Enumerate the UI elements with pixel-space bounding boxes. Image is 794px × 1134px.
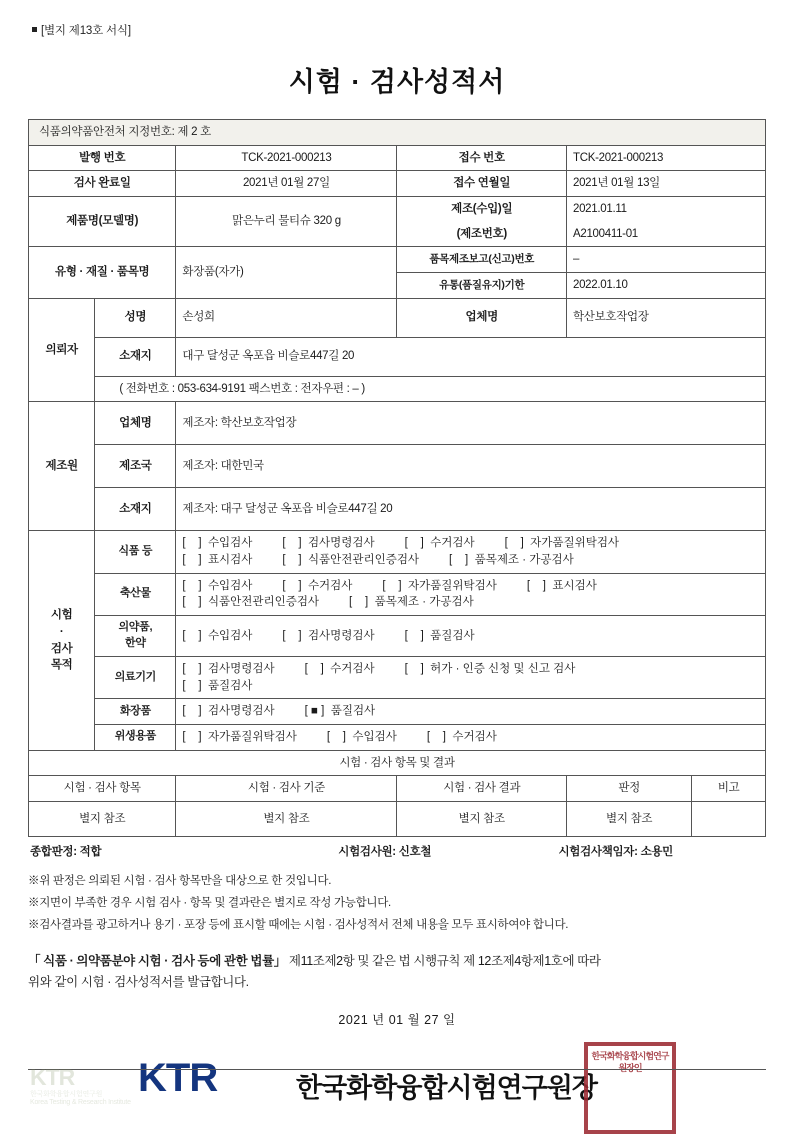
purpose-checkbox-option[interactable]: [ ] 허가 · 인증 신청 및 신고 검사 (404, 662, 576, 675)
results-cell-standard: 별지 참조 (176, 801, 397, 836)
manufacturer-company-label: 업체명 (95, 402, 176, 445)
legal-statement (28, 951, 766, 995)
purpose-options-hygiene (176, 724, 766, 750)
results-cell-judgement: 별지 참조 (566, 801, 691, 836)
table-row (29, 724, 766, 750)
ktr-watermark (30, 1064, 131, 1109)
purpose-section-label-text: 시험 · 검사 목적 (50, 609, 73, 672)
client-section-label: 의뢰자 (29, 298, 95, 402)
inspector-value: 신호철 (398, 845, 432, 858)
expiry-value: 2022.01.10 (566, 273, 765, 299)
form-number-text: [별지 제13호 서식] (41, 25, 131, 37)
purpose-options-cosmetics (176, 699, 766, 725)
client-company-value: 학산보호작업장 (566, 298, 765, 337)
purpose-category-label: 의료기기 (95, 656, 176, 698)
legal-law-name: 「 식품 · 의약품분야 시험 · 검사 등에 관한 법률」 (28, 953, 286, 968)
purpose-category-label: 축산물 (95, 573, 176, 615)
expiry-label: 유통(품질유지)기한 (397, 273, 567, 299)
manager-label: 시험검사책임자: (558, 845, 638, 858)
receipt-number-value: TCK-2021-000213 (566, 145, 765, 171)
purpose-category-label: 화장품 (95, 699, 176, 725)
footer-notes (28, 871, 766, 937)
purpose-checkbox-option[interactable]: [ ] 식품안전관리인증검사 (182, 596, 320, 609)
purpose-checkbox-option[interactable]: [ ] 수입검사 (326, 730, 397, 743)
official-seal-stamp (584, 1042, 676, 1134)
manager-value: 소용민 (640, 845, 673, 858)
results-col-standard: 시험 · 검사 기준 (176, 776, 397, 802)
note-line: ※검사결과를 광고하거나 용기 · 포장 등에 표시할 때에는 시험 · 검사성적서 전체 내용을 모두 표시하여야 합니다. (28, 918, 569, 931)
manufacturer-section-label: 제조원 (29, 402, 95, 531)
purpose-checkbox-option[interactable]: [ ] 수입검사 (182, 629, 253, 642)
square-bullet-icon (32, 27, 37, 32)
purpose-checkbox-option[interactable]: [ ] 품목제조 · 가공검사 (349, 596, 474, 609)
type-material-value: 화장품(자가) (176, 247, 397, 298)
table-row (29, 616, 766, 657)
product-name-value: 맑은누리 물티슈 320 g (176, 197, 397, 247)
results-cell-item: 별지 참조 (29, 801, 176, 836)
issue-date: 2021 년 01 월 27 일 (338, 1013, 456, 1028)
designation-row (29, 120, 766, 146)
legal-line-2: 위와 같이 시험 · 검사성적서를 발급합니다. (28, 975, 249, 990)
results-header-row (29, 776, 766, 802)
overall-verdict (30, 843, 338, 859)
purpose-checkbox-option[interactable]: [ ] 표시검사 (526, 579, 597, 592)
form-number-tag (32, 22, 766, 38)
purpose-checkbox-option[interactable]: [ ] 자가품질위탁검사 (182, 730, 297, 743)
results-band-row (29, 750, 766, 776)
purpose-checkbox-option[interactable]: [ ] 품질검사 (182, 679, 253, 692)
purpose-checkbox-option[interactable]: [ ] 수거검사 (282, 579, 353, 592)
table-row (29, 337, 766, 376)
manufacturer-country-value: 제조자: 대한민국 (176, 445, 766, 488)
mfg-date-label: 제조(수입)일 (397, 197, 567, 222)
results-col-result: 시험 · 검사 결과 (397, 776, 567, 802)
purpose-options-medicine (176, 616, 766, 657)
completion-date-label: 검사 완료일 (29, 171, 176, 197)
table-row (29, 247, 766, 273)
purpose-checkbox-option[interactable]: [ ] 자가품질위탁검사 (504, 537, 620, 550)
manufacturer-address-value: 제조자: 대구 달성군 옥포읍 비슬로447길 20 (176, 488, 766, 531)
receipt-date-value: 2021년 01월 13일 (566, 171, 765, 197)
purpose-checkbox-option[interactable]: [ ] 자가품질위탁검사 (382, 579, 497, 592)
table-row (29, 656, 766, 698)
verdict-row (28, 837, 766, 861)
signature-area (28, 1040, 766, 1132)
table-row (29, 445, 766, 488)
receipt-number-label: 접수 번호 (397, 145, 567, 171)
client-address-value: 대구 달성군 옥포읍 비슬로447길 20 (176, 337, 766, 376)
purpose-checkbox-option[interactable]: [ ] 검사명령검사 (182, 662, 275, 675)
purpose-checkbox-option[interactable]: [ ] 표시검사 (182, 554, 253, 567)
purpose-checkbox-option[interactable]: [ ] 검사명령검사 (182, 705, 275, 718)
legal-law-rest: 제11조제2항 및 같은 법 시행규칙 제 12조제4항제1호에 따라 (285, 953, 601, 968)
overall-verdict-value: 적합 (79, 845, 102, 858)
purpose-checkbox-option[interactable]: [ ] 품질검사 (404, 629, 475, 642)
purpose-section-label (29, 531, 95, 750)
table-row (29, 298, 766, 337)
inspection-manager (558, 843, 764, 859)
table-row (29, 488, 766, 531)
table-row (29, 171, 766, 197)
legal-line-1 (28, 951, 766, 973)
purpose-checkbox-option[interactable]: [ ] 수거검사 (426, 730, 497, 743)
purpose-checkbox-option[interactable]: [ ■ ] 품질검사 (304, 705, 376, 718)
purpose-options-livestock (176, 573, 766, 615)
client-name-value: 손성희 (176, 298, 397, 337)
designation-cell: 식품의약품안전처 지정번호: 제 2 호 (29, 120, 766, 146)
table-row (29, 531, 766, 573)
purpose-checkbox-option[interactable]: [ ] 수입검사 (182, 537, 253, 550)
results-cell-result: 별지 참조 (397, 801, 567, 836)
table-row (29, 402, 766, 445)
product-name-label: 제품명(모델명) (29, 197, 176, 247)
mfg-number-value: A2100411-01 (566, 222, 765, 247)
purpose-category-label: 의약품, 한약 (95, 616, 176, 657)
completion-date-value: 2021년 01월 27일 (176, 171, 397, 197)
table-row (29, 145, 766, 171)
results-col-judgement: 판정 (566, 776, 691, 802)
watermark-subtitle-en: Korea Testing & Research Institute (30, 1099, 131, 1107)
watermark-subtitle-ko: 한국화학융합시험연구원 (30, 1090, 103, 1098)
inspector-label: 시험검사원: (338, 845, 396, 858)
certificate-table (28, 119, 766, 837)
table-row (29, 573, 766, 615)
client-address-label: 소재지 (95, 337, 176, 376)
overall-verdict-label: 종합판정: (30, 845, 77, 858)
inspector (338, 843, 558, 859)
stamp-text: 한국화학융합시험연구원장인 (591, 1051, 669, 1073)
purpose-options-food (176, 531, 766, 573)
type-material-label: 유형 · 재질 · 품목명 (29, 247, 176, 298)
purpose-checkbox-option[interactable]: [ ] 수입검사 (182, 579, 253, 592)
purpose-checkbox-option[interactable]: [ ] 품목제조 · 가공검사 (449, 554, 574, 567)
client-name-label: 성명 (95, 298, 176, 337)
purpose-category-label: 위생용품 (95, 724, 176, 750)
issue-number-value: TCK-2021-000213 (176, 145, 397, 171)
ktr-logo: KTR (138, 1056, 218, 1101)
client-company-label: 업체명 (397, 298, 567, 337)
purpose-checkbox-option[interactable]: [ ] 식품안전관리인증검사 (282, 554, 420, 567)
purpose-checkbox-option[interactable]: [ ] 수거검사 (404, 537, 475, 550)
results-cell-note (692, 801, 766, 836)
note-line: ※지면이 부족한 경우 시험 검사 · 항목 및 결과란은 별지로 작성 가능합니다. (28, 896, 391, 909)
table-row (29, 699, 766, 725)
page-title: 시험 · 검사성적서 (288, 67, 506, 97)
note-line: ※위 판정은 의뢰된 시험 · 검사 항목만을 대상으로 한 것입니다. (28, 874, 332, 887)
client-contact-line: ( 전화번호 : 053-634-9191 팩스번호 : 전자우편 : – ) (95, 376, 766, 402)
manufacturer-company-value: 제조자: 학산보호작업장 (176, 402, 766, 445)
mfg-date-value: 2021.01.11 (566, 197, 765, 222)
purpose-checkbox-option[interactable]: [ ] 검사명령검사 (282, 629, 375, 642)
manufacturer-address-label: 소재지 (95, 488, 176, 531)
results-band-title: 시험 · 검사 항목 및 결과 (29, 750, 766, 776)
issue-number-label: 발행 번호 (29, 145, 176, 171)
manufacturer-country-label: 제조국 (95, 445, 176, 488)
table-row (29, 197, 766, 222)
purpose-category-label: 식품 등 (95, 531, 176, 573)
receipt-date-label: 접수 연월일 (397, 171, 567, 197)
results-col-item: 시험 · 검사 항목 (29, 776, 176, 802)
purpose-options-device (176, 656, 766, 698)
bottom-divider (28, 1069, 766, 1070)
mfg-number-label: (제조번호) (397, 222, 567, 247)
issuing-organization: 한국화학융합시험연구원장 (296, 1073, 597, 1104)
report-number-value: – (566, 247, 765, 273)
purpose-checkbox-option[interactable]: [ ] 수거검사 (304, 662, 375, 675)
watermark-logo: KTR (30, 1063, 75, 1090)
report-number-label: 품목제조보고(신고)번호 (397, 247, 567, 273)
table-row (29, 801, 766, 836)
results-col-note: 비고 (692, 776, 766, 802)
table-row (29, 376, 766, 402)
purpose-checkbox-option[interactable]: [ ] 검사명령검사 (282, 537, 375, 550)
